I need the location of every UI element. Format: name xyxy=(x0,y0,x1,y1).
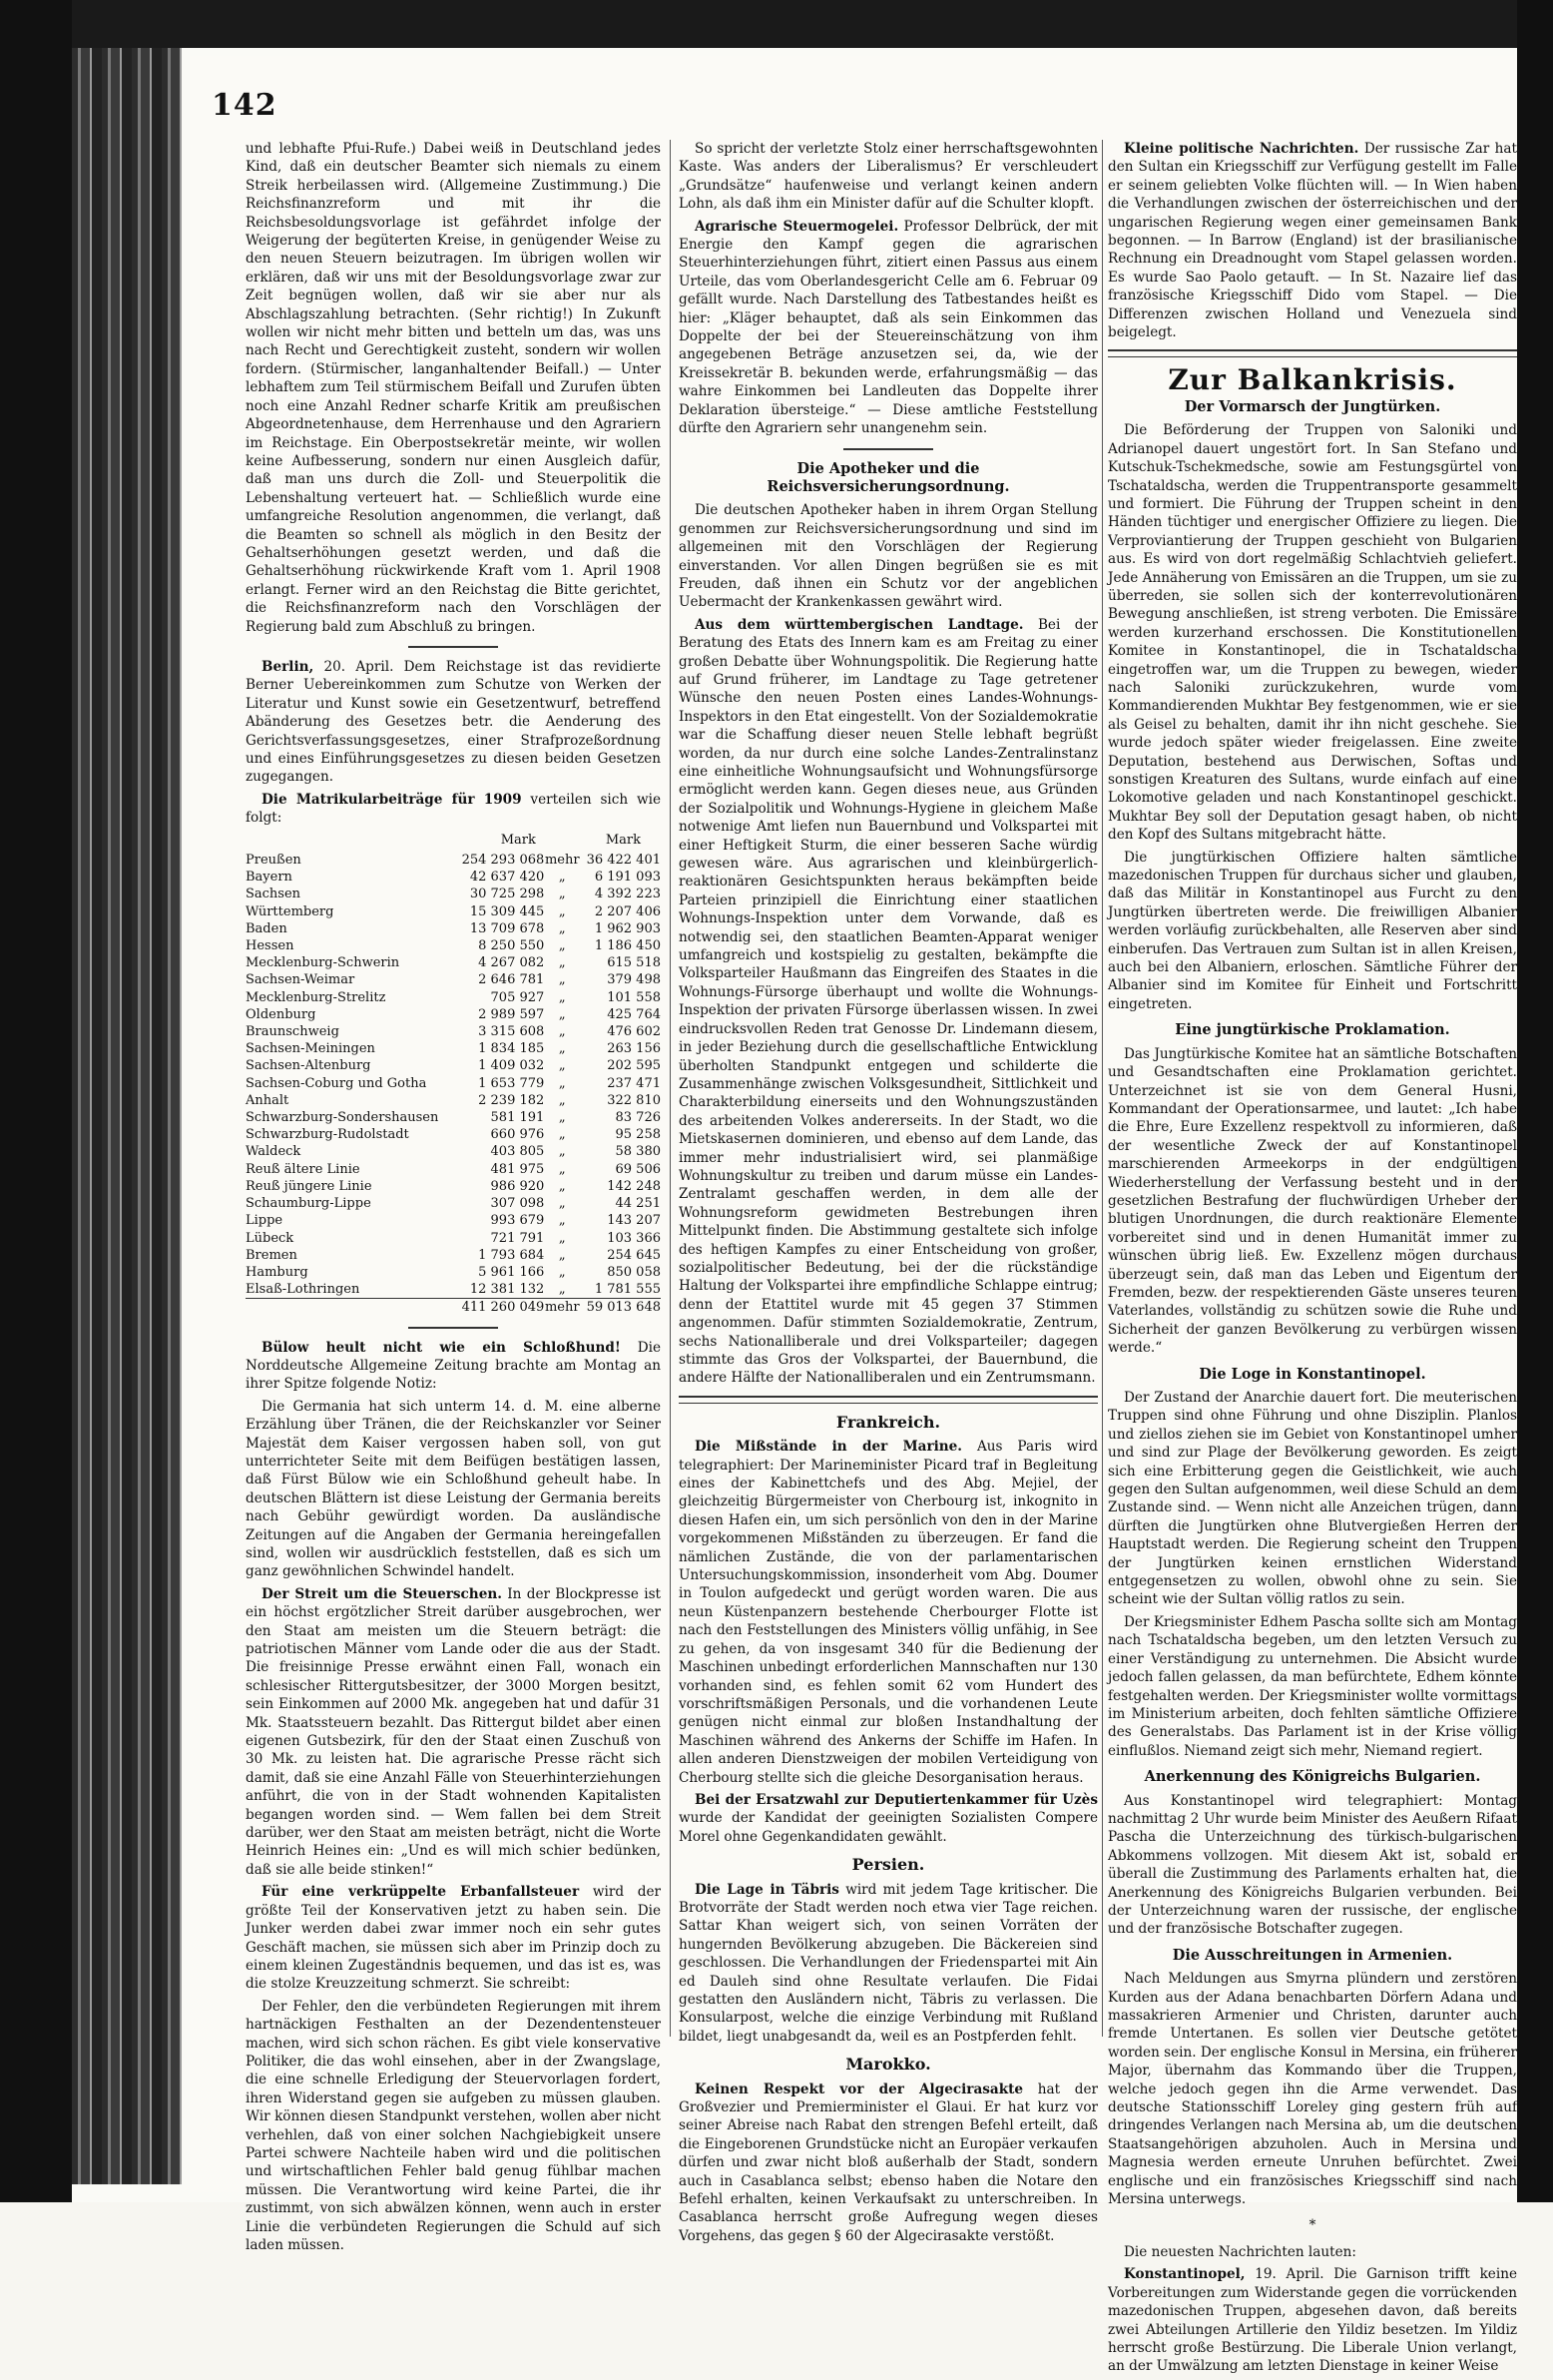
table-row xyxy=(246,1092,661,1109)
table-row xyxy=(246,1143,661,1160)
mehr-label: „ xyxy=(558,1110,566,1126)
article-text: und lebhafte Pfui-Rufe.) Dabei weiß in Deutschland jedes Kind, daß ein deutscher Beamter sich niemals zu einem Streik herbeilassen wird. (Allgemeine Zustimmung.) Die Reichsfinanzreform und mit ihr die Reichsbesoldungsvorlage ist gefährdet infolge der Weigerung der begüterten Kreise, in genügender Weise zu den neuen Steuern beizutragen. Im übrigen wollen wir erklären, daß wir uns mit der Besoldungsvorlage zwar zur Zeit begnügen wollen, daß wir sie aber nur als Abschlagszahlung betrachten. (Sehr richtig!) In Zukunft wollen wir nicht mehr bitten und betteln um das, was uns nach Recht und Gerechtigkeit zusteht, sondern wir wollen fordern. (Stürmischer, langanhaltender Beifall.) — Unter lebhaftem zum Teil stürmischem Beifall und Zurufen übten noch eine Anzahl Redner scharfe Kritik am preußischen Abgeordnetenhause, dem Herrenhause und den Agrariern im Reichstage. Ein Oberpostsekretär meinte, wir wollen keine Aufbesserung, sondern nur einen Ausgleich dafür, daß man uns durch die Zoll- und Steuerpolitik die Lebenshaltung verteuert hat. — Schließlich wurde eine umfangreiche Resolution angenommen, die verlangt, daß die Beamten so schnell als möglich in den Besitz der Gehaltserhöhungen gesetzt werden, und daß die Gehaltserhöhung rückwirkende Kraft vom 1. April 1908 erlangt. Ferner wird an den Reichstag die Bitte gerichtet, die Reichsfinanzreform nach den Vorschlägen der Regierung bald zum Abschluß zu bringen. xyxy=(246,141,661,635)
article-text: Der russische Zar hat den Sultan ein Kriegsschiff zur Verfügung gestellt im Falle er seinem geliebten Volke flüchten will. — In Wien haben die Verhandlungen zwischen der österreichischen und der ungarischen Regierung wegen einer gemeinsamen Bank begonnen. — In Barrow (England) ist der brasilianische Rechnung ein Dreadnought vom Stapel gelassen worden. Es wurde Sao Paolo getauft. — In St. Nazaire lief das französische Kriegsschiff Dido vom Stapel. — Die Differenzen zwischen Holland und Venezuela sind beigelegt. xyxy=(1108,141,1517,341)
state-name: Lübeck xyxy=(246,1230,294,1246)
state-name: Sachsen-Altenburg xyxy=(246,1058,371,1074)
mehr-value: 379 498 xyxy=(607,972,661,988)
table-row xyxy=(246,852,661,869)
state-name: Bremen xyxy=(246,1247,297,1263)
column-2 xyxy=(679,140,1098,2249)
article-heading: Aus dem württembergischen Landtage. xyxy=(695,616,1024,633)
table-row xyxy=(246,1281,661,1299)
article-berlin xyxy=(246,658,661,787)
table-row xyxy=(246,971,661,988)
scan-border-left xyxy=(0,0,72,2202)
separator xyxy=(843,448,933,450)
scan-border-right xyxy=(1517,0,1553,2202)
separator xyxy=(408,646,498,648)
separator xyxy=(679,1396,1098,1404)
quote-text: Die Germania hat sich unterm 14. d. M. eine alberne Erzählung über Tränen, die der Reichskanzler vor Seiner Majestät dem Kaiser vergossen haben soll, von gut unterrichteter Seite mit dem Beifügen bestätigen lassen, daß Fürst Bülow wie ein Schloßhund geheult habe. In deutschen Blättern ist diese Leistung der Germania bereits nach Gebühr gewürdigt worden. Da ausländische Zeitungen auf die Angaben der Germania hereingefallen sind, wollen wir ausdrücklich feststellen, daß es sich um ganz gewöhnlichen Schwindel handelt. xyxy=(246,1398,661,1580)
mark-value: 993 679 xyxy=(490,1213,545,1229)
matrikular-table xyxy=(246,852,661,1316)
article-text: wird mit jedem Tage kritischer. Die Brotvorräte der Stadt werden noch etwa vier Tage reichen. Sattar Khan weigert sich, von seinen Vorräten der hungernden Bevölkerung abzugeben. Die Bäckereien sind geschlossen. Die Verhandlungen der Friedenspartei mit Ain ed Dauleh sind ohne Resultate verlaufen. Die Fidai gestatten den Ausländern nicht, Täbris zu verlassen. Die Konsularpost, welche die einzige Verbindung mit Rußland bildet, liegt unabgesandt da, weil es an Postpferden fehlt. xyxy=(679,1881,1099,2045)
mehr-value: 237 471 xyxy=(607,1075,661,1091)
article-kleine xyxy=(1108,140,1517,341)
mehr-value: 101 558 xyxy=(607,989,661,1005)
table-row xyxy=(246,1247,661,1264)
article-text: Die jungtürkischen Offiziere halten sämtliche mazedonischen Truppen für durchaus sicher und glauben, daß das Militär in Konstantinopel aus Furcht zu den Jungtürken übertreten werde. Die freiwilligen Albanier werden vorläufig zurückbehalten, alle Reserven aber sind einberufen. Das Vertrauen zum Sultan ist in allen Kreisen, auch bei den Albaniern, erloschen. Sämtliche Führer der Albanier sind im Komitee für Einheit und Fortschritt eingetreten. xyxy=(1108,849,1517,1012)
state-name: Hamburg xyxy=(246,1264,308,1280)
mark-value: 254 293 068 xyxy=(461,853,545,869)
table-total-row xyxy=(246,1299,661,1317)
mehr-label: „ xyxy=(558,989,566,1005)
table-row xyxy=(246,1109,661,1126)
mark-value: 986 920 xyxy=(490,1178,545,1194)
column-3 xyxy=(1108,140,1517,2380)
column-rule xyxy=(1102,140,1103,2037)
mehr-value: 254 645 xyxy=(607,1247,661,1263)
state-name: Anhalt xyxy=(246,1092,289,1108)
table-row xyxy=(246,1161,661,1178)
state-name: Reuß ältere Linie xyxy=(246,1161,360,1177)
article-text: Der Kriegsminister Edhem Pascha sollte sich am Montag nach Tschataldscha begeben, um den letzten Versuch zu einer Verständigung zu unternehmen. Die Absicht wurde jedoch fallen gelassen, da man befürchtete, Edhem könnte festgehalten werden. Der Kriegsminister wollte vormittags im Ministerium arbeiten, doch fehlten sämtliche Offiziere des Generalstabs. Das Parlament ist in der Krise völlig einflußlos. Niemand zeigt sich mehr, Niemand regiert. xyxy=(1108,1613,1517,1759)
article-erbanfall xyxy=(246,1883,661,1993)
mark-value: 1 834 185 xyxy=(478,1041,545,1057)
mark-value: 30 725 298 xyxy=(469,887,545,902)
mark-value: 12 381 132 xyxy=(469,1282,545,1298)
article-buelow xyxy=(246,1339,661,1394)
article-text: In der Blockpresse ist ein höchst ergötzlicher Streit darüber ausgebrochen, wer den Staat am meisten um die Steuern beträgt: die patriotischen Männer vom Lande oder die aus der Stadt. Die freisinnige Presse erwähnt einen Fall, wonach ein schlesischer Rittergutsbesitzer, der 3000 Morgen besitzt, sein Einkommen auf 2000 Mk. angegeben hat und dafür 31 Mk. Staatssteuern bezahlt. Das Rittergut bildet aber einen eigenen Gutsbezirk, für den der Staat einen Zuschuß von 30 Mk. zu leisten hat. Die agrarische Presse rächt sich damit, daß sie eine Anzahl Fälle von Steuerhinterziehungen anführt, die von in der Stadt wohnenden Kapitalisten begangen worden sind. — Wem fallen bei dem Streit darüber, wer den Staat am meisten beträgt, nicht die Worte Heinrich Heines ein: „Und es will mich schier bedünken, daß sie alle beide stinken!“ xyxy=(246,1585,662,1878)
mark-value: 1 409 032 xyxy=(478,1058,545,1074)
mehr-value: 1 962 903 xyxy=(594,920,661,936)
article-marine xyxy=(679,1438,1098,1787)
mehr-value: 6 191 093 xyxy=(594,870,661,886)
mehr-label: „ xyxy=(558,972,566,988)
mark-value: 403 805 xyxy=(490,1144,545,1160)
table-row xyxy=(246,1075,661,1092)
table-row xyxy=(246,1264,661,1281)
mehr-label: „ xyxy=(558,1161,566,1177)
article-heading: Konstantinopel, xyxy=(1124,2266,1246,2283)
state-name: Mecklenburg-Schwerin xyxy=(246,955,400,971)
article-text: 20. April. Dem Reichstage ist das revidierte Berner Uebereinkommen zum Schutze von Werken der Literatur und Kunst sowie ein Gesetzentwurf, betreffend Abänderung des Gesetzes betr. die Aenderung des Gerichtsverfassungsgesetzes, einer Strafprozeßordnung und eines Einführungsgesetzes zu diesen beiden Gesetzen zugegangen. xyxy=(246,658,661,786)
mehr-label: „ xyxy=(558,1178,566,1194)
mark-value: 2 646 781 xyxy=(478,972,545,988)
table-row xyxy=(246,1040,661,1057)
article-text: Die deutschen Apotheker haben in ihrem Organ Stellung genommen zur Reichsversicherungsordnung und sind im allgemeinen mit den Vorschlägen der Regierung einverstanden. Vor allen Dingen begrüßen sie es mit Freuden, daß ihnen ein Schutz vor der angeblichen Uebermacht der Krankenkassen gewährt wird. xyxy=(679,502,1098,611)
mehr-label: „ xyxy=(558,1006,566,1022)
article-heading: Bei der Ersatzwahl zur Deputiertenkammer für Uzès xyxy=(695,1791,1098,1808)
article-text: Bei der Beratung des Etats des Innern kam es am Freitag zu einer großen Debatte über Wohnungspolitik. Die Regierung hatte auf Grund früherer, im Landtage zu Tage getretener Wünsche den neuen Posten eines Landes-Wohnungs-Inspektors in den Etat eingestellt. Von der Sozialdemokratie war die Schaffung dieser neuen Stelle lebhaft begrüßt worden, da nur durch eine solche Landes-Zentralinstanz eine einheitliche Wohnungsaufsicht und Wohnungsfürsorge ermöglicht werden kann. Gegen dieses neue, aus Gründen der Sozialpolitik und Wohnungs-Hygiene in gleichem Maße notwenige Amt liefen nun Bauernbund und Volkspartei mit einer Heftigkeit Sturm, die einer besseren Sache würdig gewesen wäre. Aus agrarischen und kleinbürgerlich-reaktionären Gesichtspunkten heraus bekämpften beide Parteien prinzipiell die Einrichtung einer staatlichen Wohnungs-Inspektion unter dem Vorwande, daß es notwendig sei, den staatlichen Beamten-Apparat weniger umfangreich und kostspielig zu gestalten, bekämpfte die Volksparteiler Haußmann das Eingreifen des Staates in die Wohnungs-Fürsorge überhaupt und wollte die Wohnungs-Inspektion der privaten Fürsorge überlassen wissen. In zwei eindrucksvollen Reden trat Genosse Dr. Lindemann diesem, in jeder Beziehung durch die gesellschaftliche Entwicklung überholten Standpunkt entgegen und schilderte die Zusammenhänge zwischen Volksgesundheit, Sittlichkeit und Charakterbildung einerseits und den Wohnungszuständen des arbeitenden Volkes andererseits. In der Stadt, wo die Mietskasernen dominieren, und ebenso auf dem Lande, das immer mehr industrialisiert wird, sei planmäßige Wohnungskultur zu treiben und darum müsse ein Landes-Zentralamt geschaffen werden, in dem alle der Wohnungsreform gewidmeten Bestrebungen ihren Mittelpunkt finden. Die Abstimmung gestaltete sich infolge des heftigen Kampfes zu einer Entscheidung von großer, sozialpolitischer Bedeutung, bei der die rückständige Haltung der Volkspartei ihre empfindliche Schlappe eintrug; denn der Etattitel wurde mit 45 gegen 37 Stimmen angenommen. Dafür stimmten Sozialdemokratie, Zentrum, sechs Nationalliberale und drei Volksparteiler; dagegen stimmte das Gros der Volkspartei, der Bauernbund, die andere Hälfte der Nationalliberalen und ein Zentrumsmann. xyxy=(679,616,1098,1387)
mehr-label: mehr xyxy=(544,1300,580,1316)
mehr-label: „ xyxy=(558,1041,566,1057)
article-heading: Die Mißstände in der Marine. xyxy=(695,1439,963,1456)
mehr-value: 202 595 xyxy=(607,1058,661,1074)
article-heading: Der Streit um die Steuerschen. xyxy=(261,1585,502,1602)
article-streit xyxy=(246,1585,661,1880)
mehr-value: 425 764 xyxy=(607,1006,661,1022)
mehr-value: 850 058 xyxy=(607,1264,661,1280)
page-number: 142 xyxy=(212,88,277,123)
mehr-value: 103 366 xyxy=(607,1230,661,1246)
mehr-label: „ xyxy=(558,903,566,919)
total-label xyxy=(246,1299,455,1317)
mehr-value: 95 258 xyxy=(615,1127,661,1143)
article-heading: Die Loge in Konstantinopel. xyxy=(1199,1365,1426,1383)
mehr-value: 4 392 223 xyxy=(594,887,661,902)
state-name: Baden xyxy=(246,920,287,936)
state-name: Reuß jüngere Linie xyxy=(246,1178,372,1194)
mehr-value: 1 781 555 xyxy=(594,1282,661,1298)
section-frankreich: Frankreich. xyxy=(835,1412,941,1432)
table-row xyxy=(246,937,661,954)
mehr-label: „ xyxy=(558,1127,566,1143)
article-text: Aus Konstantinopel wird telegraphiert: Montag nachmittag 2 Uhr wurde beim Minister des Aeußern Rifaat Pascha die Unterzeichnung des türkisch-bulgarischen Abkommens vollzogen. Mit diesem Akt ist, sobald er überall die Zustimmung des Parlaments erhalten hat, die Anerkennung des Königreichs Bulgarien verbunden. Bei der Unterzeichnung waren der russische, der englische und der französische Botschafter zugegen. xyxy=(1108,1792,1517,1938)
article-heading: Die Matrikularbeiträge für 1909 xyxy=(261,791,522,808)
mehr-label: „ xyxy=(558,1024,566,1040)
mehr-value: 58 380 xyxy=(615,1144,661,1160)
mehr-value: 1 186 450 xyxy=(594,938,661,954)
mehr-value: 322 810 xyxy=(607,1092,661,1108)
total-mark: 411 260 049 xyxy=(455,1299,545,1317)
mehr-value: 143 207 xyxy=(607,1213,661,1229)
mark-value: 4 267 082 xyxy=(478,955,545,971)
article-heading: Bülow heult nicht wie ein Schloßhund! xyxy=(261,1339,621,1356)
mehr-label: „ xyxy=(558,1213,566,1229)
table-row xyxy=(246,1023,661,1040)
article-text: Die neuesten Nachrichten lauten: xyxy=(1124,2243,1356,2260)
section-persien: Persien. xyxy=(851,1855,925,1875)
article-heading: Kleine politische Nachrichten. xyxy=(1124,141,1359,157)
article-text: Aus Paris wird telegraphiert: Der Marineminister Picard traf in Begleitung eines der Kabinettchefs und des Abg. Mejiel, der gleichzeitig Bürgermeister von Cherbourg ist, inkognito in diesen Hafen ein, um sich persönlich von den in der Marine vorgekommenen Mißständen zu überzeugen. Er fand die nämlichen Zustände, die von der parlamentarischen Untersuchungskommission, insonderheit vom Abg. Doumer in Toulon aufgedeckt und gerügt worden waren. Die aus neun Küstenpanzern bestehende Cherbourger Flotte ist nach den Feststellungen des Ministers völlig unfähig, in See zu gehen, da von insgesamt 340 für die Bedienung der Maschinen unbedingt erforderlichen Mannschaften nur 130 vorhanden sind, es fehlen somit 62 vom Hundert des vorschriftsmäßigen Personals, und die vorhandenen Leute genügen nicht einmal zur bloßen Instandhaltung der Maschinen während des Ankerns der Schiffe im Hafen. In allen anderen Dienstzweigen der mobilen Verteidigung von Cherbourg stellte sich die gleiche Desorganisation heraus. xyxy=(679,1439,1098,1786)
mehr-label: „ xyxy=(558,1075,566,1091)
mark-value: 481 975 xyxy=(490,1161,545,1177)
state-name: Schwarzburg-Sondershausen xyxy=(246,1110,439,1126)
mehr-label: „ xyxy=(558,1282,566,1298)
article-text: Die Norddeutsche Allgemeine Zeitung brachte am Montag an ihrer Spitze folgende Notiz: xyxy=(246,1339,661,1393)
table-row xyxy=(246,1195,661,1212)
table-row xyxy=(246,1057,661,1074)
article-heading: Keinen Respekt vor der Algecirasakte xyxy=(695,2081,1024,2097)
mehr-label: „ xyxy=(558,1058,566,1074)
separator xyxy=(1108,349,1517,357)
mehr-label: „ xyxy=(558,1144,566,1160)
article-text: Das Jungtürkische Komitee hat an sämtliche Botschaften und Gesandtschaften eine Proklamation gerichtet. Unterzeichnet ist sie von dem General Husni, Kommandant der Operationsarmee, und lautet: „Ich habe die Ehre, Eure Exzellenz respektvoll zu informieren, daß der wesentliche Zweck der auf Konstantinopel marschierenden Armeekorps in der endgültigen Wiederherstellung der Verfassung besteht und in der gesetzlichen Bestrafung der fluchwürdigen Urheber der blutigen Unordnungen, die durch reaktionäre Elemente vorbereitet sind und in denen Humanität immer zu wünschen übrig ließ. Ew. Exzellenz mögen durchaus überzeugt sein, daß man das Leben und Eigentum der Fremden, bezw. der respektierenden Gäste unseres teuren Vaterlandes, vollständig zu schützen sowie die Ruhe und Sicherheit der ganzen Bevölkerung zu verbürgen wissen werde.“ xyxy=(1108,1045,1517,1357)
mehr-value: 142 248 xyxy=(607,1178,661,1194)
mehr-value: 36 422 401 xyxy=(586,853,661,869)
separator-star: * xyxy=(1308,2217,1316,2234)
state-name: Hessen xyxy=(246,938,294,954)
column-1 xyxy=(246,140,661,2258)
book-spine xyxy=(72,48,182,2184)
article-taebris xyxy=(679,1881,1098,2047)
mark-value: 2 239 182 xyxy=(478,1092,545,1108)
table-row xyxy=(246,1178,661,1195)
quote-text: Der Fehler, den die verbündeten Regierungen mit ihrem hartnäckigen Festhalten an der Dezendentensteuer machen, wird sich schon rächen. Es gibt viele konservative Politiker, die das wohl einsehen, aber in der Zwangslage, die eine schnelle Erledigung der Steuervorlagen fordert, ihren Widerstand gegen sie aufgeben zu müssen glauben. Wir können diesen Standpunkt verstehen, wollen aber nicht verhehlen, daß von einer solchen Nachgiebigkeit unsere Partei schwere Nachteile haben wird und die politischen und wirtschaftlichen Fehler bald genug fühlbar machen müssen. Die Verantwortung wird keine Partei, die ihr zustimmt, von sich abwälzen können, wenn auch in erster Linie die verbündeten Regierungen die Schuld auf sich laden müssen. xyxy=(246,1998,661,2254)
article-text: wurde der Kandidat der geeinigten Sozialisten Compere Morel ohne Gegenkandidaten gewählt. xyxy=(679,1810,1098,1845)
mehr-value: 69 506 xyxy=(615,1161,661,1177)
table-header xyxy=(246,832,661,850)
article-landtag xyxy=(679,616,1098,1388)
mehr-label: „ xyxy=(558,870,566,886)
table-row xyxy=(246,954,661,971)
article-heading: Berlin, xyxy=(261,658,314,675)
mehr-value: 476 602 xyxy=(607,1024,661,1040)
article-algeciras xyxy=(679,2081,1098,2246)
table-row xyxy=(246,1230,661,1247)
mehr-value: 44 251 xyxy=(615,1196,661,1212)
mark-value: 8 250 550 xyxy=(478,938,545,954)
mehr-label: „ xyxy=(558,1092,566,1108)
article-text: 19. April. Die Garnison trifft keine Vorbereitungen zum Widerstande gegen die vorrückenden mazedonischen Truppen, abgesehen davon, daß bereits zwei Abteilungen Artillerie den Yildiz besetzen. Im Yildiz herrscht große Bestürzung. Die Liberale Union verlangt, an der Umwälzung am letzten Dienstage in keiner Weise xyxy=(1108,2266,1517,2375)
table-row xyxy=(246,1006,661,1023)
mark-value: 5 961 166 xyxy=(478,1264,545,1280)
mehr-label: „ xyxy=(558,1247,566,1263)
state-name: Sachsen xyxy=(246,887,301,902)
state-name: Preußen xyxy=(246,853,301,869)
mehr-label: mehr xyxy=(544,853,580,869)
article-text: Professor Delbrück, der mit Energie den Kampf gegen die agrarischen Steuerhinterziehungen führt, zitiert einen Passus aus einem Urteile, das vom Oberlandesgericht Celle am 6. Februar 09 gefällt wurde. Nach Darstellung des Tatbestandes heißt es hier: „Kläger behauptet, daß als sein Einkommen das Doppelte der bei der Steuereinschätzung von ihm angegebenen Beträge anzusetzen sei, da, wie der Kreissekretär B. bekunden werde, erfahrungsmäßig — das wahre Einkommen bei Landleuten das Doppelte ihrer Deklaration übersteige.“ — Diese amtliche Feststellung dürfte den Agrariern sehr unangenehm sein. xyxy=(679,218,1099,437)
mark-value: 581 191 xyxy=(490,1110,545,1126)
state-name: Mecklenburg-Strelitz xyxy=(246,989,386,1005)
state-name: Sachsen-Coburg und Gotha xyxy=(246,1075,427,1091)
total-diff: 59 013 648 xyxy=(580,1299,661,1317)
state-name: Württemberg xyxy=(246,903,334,919)
column-header-mark: Mark xyxy=(605,832,641,848)
article-text: verteilen sich wie folgt: xyxy=(246,791,661,827)
article-text: Nach Meldungen aus Smyrna plündern und zerstören Kurden aus der Adana benachbarten Dörfern Adana und massakrieren Armenier und Christen, darunter auch fremde Untertanen. Es sollen vier Deutsche getötet worden sein. Der englische Konsul in Mersina, ein früherer Major, übernahm das Kommando über die Truppen, welche jedoch gegen ihn die Arme verwendet. Das deutsche Stationsschiff Loreley ging gestern früh auf dringendes Verlangen nach Mersina ab, um die deutschen Staatsangehörigen abzuholen. Auch in Mersina und Magnesia werden erneute Unruhen befürchtet. Zwei englische und ein französisches Kriegsschiff sind nach Mersina unterwegs. xyxy=(1108,1971,1518,2208)
table-row xyxy=(246,1212,661,1229)
section-marokko: Marokko. xyxy=(845,2055,931,2075)
state-name: Schwarzburg-Rudolstadt xyxy=(246,1127,409,1143)
article-text: wird der größte Teil der Konservativen jetzt zu haben sein. Die Junker werden dabei zwar immer noch ein sehr gutes Geschäft machen, sie müssen sich aber im Prinzip doch zu einem kleinen Zugeständnis bequemen, und das ist es, was die stolze Kreuzzeitung schmerzt. Sie schreibt: xyxy=(246,1884,662,1993)
state-name: Bayern xyxy=(246,870,292,886)
mehr-value: 615 518 xyxy=(607,955,661,971)
column-header-mark: Mark xyxy=(500,832,536,848)
state-name: Schaumburg-Lippe xyxy=(246,1196,371,1212)
table-row xyxy=(246,886,661,902)
mehr-value: 83 726 xyxy=(615,1110,661,1126)
table-row xyxy=(246,1126,661,1143)
article-konstantinopel xyxy=(1108,2265,1517,2375)
state-name: Braunschweig xyxy=(246,1024,339,1040)
table-row xyxy=(246,989,661,1006)
section-balkan-title: Zur Balkankrisis. xyxy=(1168,363,1457,397)
state-name: Elsaß-Lothringen xyxy=(246,1282,360,1298)
article-uzes xyxy=(679,1791,1098,1846)
mark-value: 3 315 608 xyxy=(478,1024,545,1040)
state-name: Sachsen-Weimar xyxy=(246,972,355,988)
scan-border-top xyxy=(0,0,1553,48)
mehr-label: „ xyxy=(558,1264,566,1280)
article-heading: Eine jungtürkische Proklamation. xyxy=(1175,1021,1450,1039)
mehr-value: 2 207 406 xyxy=(594,903,661,919)
article-text: Die Beförderung der Truppen von Saloniki und Adrianopel dauert ungestört fort. In San Stefano und Kutschuk-Tschekmedsche, sowie am Festungsgürtel von Tschataldscha, werden die Truppentransporte gesammelt und formiert. Die Führung der Truppen scheint in den Händen tüchtiger und energischer Offiziere zu liegen. Die Verproviantierung der Truppen geschieht von Bulgarien aus. Es wird von dort regelmäßig Schlachtvieh geliefert. Jede Annäherung von Emissären an die Truppen, um sie zu überreden, sie sollen sich der konterrevolutionären Bewegung anschließen, ist streng verboten. Die Emissäre werden kurzerhand erschossen. Die Konstitutionellen Komitee in Konstantinopel, die in Tschataldscha eingetroffen war, um die Truppen zu bewegen, wieder nach Saloniki zurückzukehren, wurde vom Kommandierenden Mukhtar Bey festgenommen, wie er sie als Geisel zu behalten, damit ihr ihn nicht geschehe. Sie wurde jedoch später wieder freigelassen. Eine zweite Deputation, bestehend aus Derwischen, Softas und sonstigen Kreaturen des Sultans, wurde einfach auf eine Lokomotive geladen und nach Konstantinopel geschickt. Mukhtar Bey soll der Deputation gesagt haben, ob nicht den Kopf des Sultans mitgebracht hätte. xyxy=(1108,422,1517,844)
article-heading: Agrarische Steuermogelei. xyxy=(695,218,899,235)
mark-value: 721 791 xyxy=(490,1230,545,1246)
state-name: Lippe xyxy=(246,1213,283,1229)
article-heading: Die Ausschreitungen in Armenien. xyxy=(1172,1946,1453,1964)
mark-value: 1 793 684 xyxy=(478,1247,545,1263)
article-heading: Die Lage in Täbris xyxy=(695,1881,839,1898)
article-text: hat der Großvezier und Premierminister el Glaui. Er hat kurz vor seiner Abreise nach Rabat den strengen Befehl erteilt, daß die Eingeborenen Grundstücke nicht an Europäer verkaufen dürfen und zwar nicht bloß außerhalb der Stadt, sondern auch in Casablanca selbst; ebenso haben die Notare den Befehl erhalten, keinen Verkaufsakt zu unterschreiben. In Casablanca herrscht große Aufregung wegen dieses Vorgehens, das gegen § 60 der Algecirasakte verstößt. xyxy=(679,2081,1099,2244)
article-text: Der Zustand der Anarchie dauert fort. Die meuterischen Truppen sind ohne Führung und ohne Disziplin. Planlos und ziellos ziehen sie im Gebiet von Konstantinopel umher und sind zur Plage der Bevölkerung geworden. Es zeigt sich eine Erbitterung gegen die Geistlichkeit, wie auch gegen den Sultan aufgenommen, weil diese Schuld an dem Zustande sind. — Wenn nicht alle Anzeichen trügen, dann dürften die Jungtürken ohne Blutvergießen Herren der Hauptstadt werden. Die Regierung scheint den Truppen der Jungtürken keinen ernstlichen Widerstand entgegensetzen zu wollen, obwohl ohne zu sein. Sie scheint wie der Sultan völlig ratlos zu sein. xyxy=(1108,1390,1517,1608)
mehr-label: „ xyxy=(558,1196,566,1212)
column-rule xyxy=(670,140,671,2037)
mehr-value: 263 156 xyxy=(607,1041,661,1057)
mark-value: 2 989 597 xyxy=(478,1006,545,1022)
state-name: Oldenburg xyxy=(246,1006,316,1022)
article-text: So spricht der verletzte Stolz einer herrschaftsgewohnten Kaste. Was anders der Liberalismus? Er verschleudert „Grundsätze“ haufenweise und verlangt keinen andern Lohn, als daß ihm ein Minister dafür auf die Schulter klopft. xyxy=(679,141,1098,213)
table-row xyxy=(246,903,661,920)
mehr-label: „ xyxy=(558,887,566,902)
table-row xyxy=(246,920,661,937)
mark-value: 15 309 445 xyxy=(469,903,545,919)
mark-value: 1 653 779 xyxy=(478,1075,545,1091)
article-heading: Anerkennung des Königreichs Bulgarien. xyxy=(1144,1768,1481,1786)
mark-value: 307 098 xyxy=(490,1196,545,1212)
article-heading: Für eine verkrüppelte Erbanfallsteuer xyxy=(261,1884,580,1901)
article-matrikular xyxy=(246,791,661,828)
mark-value: 660 976 xyxy=(490,1127,545,1143)
mark-value: 42 637 420 xyxy=(469,870,545,886)
state-name: Sachsen-Meiningen xyxy=(246,1041,375,1057)
article-agrar xyxy=(679,218,1098,438)
article-heading: Die Apotheker und die Reichsversicherungsordnung. xyxy=(767,459,1010,495)
article-heading: Der Vormarsch der Jungtürken. xyxy=(1184,397,1441,415)
mehr-label: „ xyxy=(558,1230,566,1246)
mehr-label: „ xyxy=(558,920,566,936)
mehr-label: „ xyxy=(558,938,566,954)
state-name: Waldeck xyxy=(246,1144,301,1160)
mark-value: 705 927 xyxy=(490,989,545,1005)
separator xyxy=(408,1327,498,1329)
mark-value: 13 709 678 xyxy=(469,920,545,936)
table-row xyxy=(246,869,661,886)
mehr-label: „ xyxy=(558,955,566,971)
